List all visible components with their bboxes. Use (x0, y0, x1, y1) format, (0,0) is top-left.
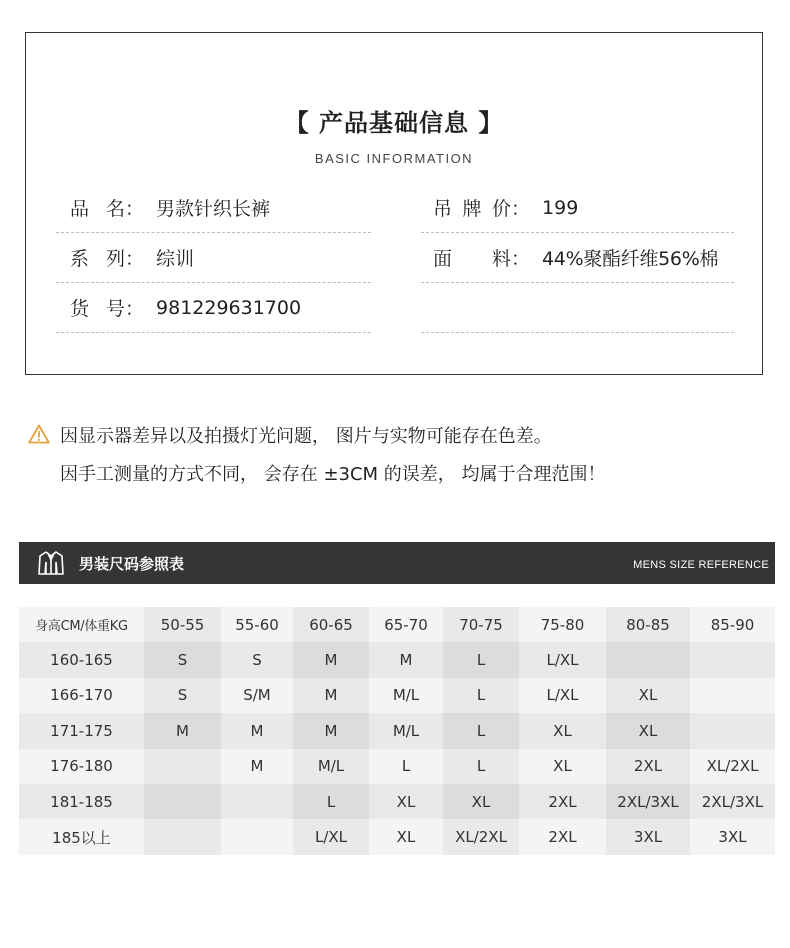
size-cell: L (293, 784, 369, 819)
size-table-row (19, 784, 775, 819)
size-cell: L/XL (519, 642, 606, 677)
size-cell: L (443, 642, 519, 677)
weight-range-header: 65-70 (369, 607, 443, 642)
info-row-empty (421, 283, 734, 333)
size-table-row (19, 713, 775, 748)
size-cell: M (293, 678, 369, 713)
size-chart-title: 男装尺码参照表 (79, 555, 185, 573)
size-cell (221, 819, 293, 854)
size-cell (144, 784, 221, 819)
size-cell: S (144, 678, 221, 713)
size-cell: M (293, 642, 369, 677)
size-cell: XL/2XL (690, 749, 775, 784)
size-cell (606, 642, 690, 677)
height-range-cell: 166-170 (19, 678, 144, 713)
info-row-fabric: 面 料 ： 44%聚酯纤维56%棉 (421, 233, 734, 283)
jacket-icon (37, 550, 65, 576)
size-cell: M (221, 749, 293, 784)
size-chart-header (19, 542, 775, 584)
size-cell: XL/2XL (443, 819, 519, 854)
size-cell: L/XL (293, 819, 369, 854)
info-label: 品 名 (70, 198, 125, 220)
notice-line-1: 因显示器差异以及拍摄灯光问题， 图片与实物可能存在色差。 (60, 426, 552, 447)
height-range-cell: 171-175 (19, 713, 144, 748)
info-value-fabric: 44%聚酯纤维56%棉 (542, 248, 719, 270)
size-cell: M/L (293, 749, 369, 784)
weight-range-header: 55-60 (221, 607, 293, 642)
size-table (19, 607, 775, 855)
size-cell: M (369, 642, 443, 677)
size-cell: 2XL (519, 819, 606, 854)
size-cell: 2XL/3XL (690, 784, 775, 819)
info-title: 【 产品基础信息 】 (284, 109, 504, 137)
info-value-name: 男款针织长裤 (156, 198, 271, 220)
size-cell: 3XL (606, 819, 690, 854)
size-cell: S (144, 642, 221, 677)
size-cell (690, 678, 775, 713)
size-cell: XL (369, 784, 443, 819)
notice-line-2: 因手工测量的方式不同， 会存在 ±3CM 的误差， 均属于合理范围！ (60, 464, 606, 485)
size-cell: XL (606, 678, 690, 713)
size-cell: M (293, 713, 369, 748)
size-cell: XL (606, 713, 690, 748)
size-cell (690, 713, 775, 748)
info-row-series: 系 列 ： 综训 (56, 233, 371, 283)
info-value-sku: 981229631700 (156, 296, 302, 319)
size-table-row (19, 642, 775, 677)
weight-range-header: 70-75 (443, 607, 519, 642)
size-cell: L (369, 749, 443, 784)
size-cell: L (443, 678, 519, 713)
size-cell: M/L (369, 678, 443, 713)
size-table-row (19, 678, 775, 713)
height-range-cell: 160-165 (19, 642, 144, 677)
info-label: 面 料 (433, 248, 511, 270)
size-cell: M/L (369, 713, 443, 748)
size-cell: 3XL (690, 819, 775, 854)
weight-range-header: 50-55 (144, 607, 221, 642)
height-range-cell: 176-180 (19, 749, 144, 784)
height-range-cell: 185以上 (19, 819, 144, 854)
size-cell: 2XL (519, 784, 606, 819)
size-cell: L/XL (519, 678, 606, 713)
height-range-cell: 181-185 (19, 784, 144, 819)
info-subtitle: BASIC INFORMATION (314, 151, 474, 166)
info-row-sku: 货 号 ： 981229631700 (56, 283, 371, 333)
size-cell: S (221, 642, 293, 677)
size-cell: 2XL/3XL (606, 784, 690, 819)
size-cell: XL (369, 819, 443, 854)
info-label: 吊 牌 价 (433, 198, 511, 220)
size-chart-reference: MENS SIZE REFERENCE (633, 559, 769, 571)
size-cell: XL (519, 749, 606, 784)
info-value-price: 199 (542, 196, 579, 219)
size-cell: 2XL (606, 749, 690, 784)
size-table-row (19, 819, 775, 854)
product-info-box (25, 32, 763, 375)
weight-range-header: 80-85 (606, 607, 690, 642)
info-row-name: 品 名 ： 男款针织长裤 (56, 183, 371, 233)
weight-range-header: 75-80 (519, 607, 606, 642)
size-cell: L (443, 749, 519, 784)
size-cell: XL (519, 713, 606, 748)
size-cell (690, 642, 775, 677)
info-label: 系 列 (70, 248, 125, 270)
size-cell: M (221, 713, 293, 748)
size-cell: S/M (221, 678, 293, 713)
size-cell (144, 819, 221, 854)
size-cell: L (443, 713, 519, 748)
info-value-series: 综训 (156, 248, 195, 270)
weight-range-header: 85-90 (690, 607, 775, 642)
size-cell (144, 749, 221, 784)
size-table-row (19, 749, 775, 784)
size-cell: M (144, 713, 221, 748)
info-row-price: 吊 牌 价 ： 199 (421, 183, 734, 233)
weight-range-header: 60-65 (293, 607, 369, 642)
info-label: 货 号 (70, 298, 125, 320)
size-cell: XL (443, 784, 519, 819)
corner-label: 身高CM/体重KG (19, 607, 144, 642)
size-table-header-row (19, 607, 775, 642)
warning-triangle-icon (28, 424, 50, 444)
size-cell (221, 784, 293, 819)
